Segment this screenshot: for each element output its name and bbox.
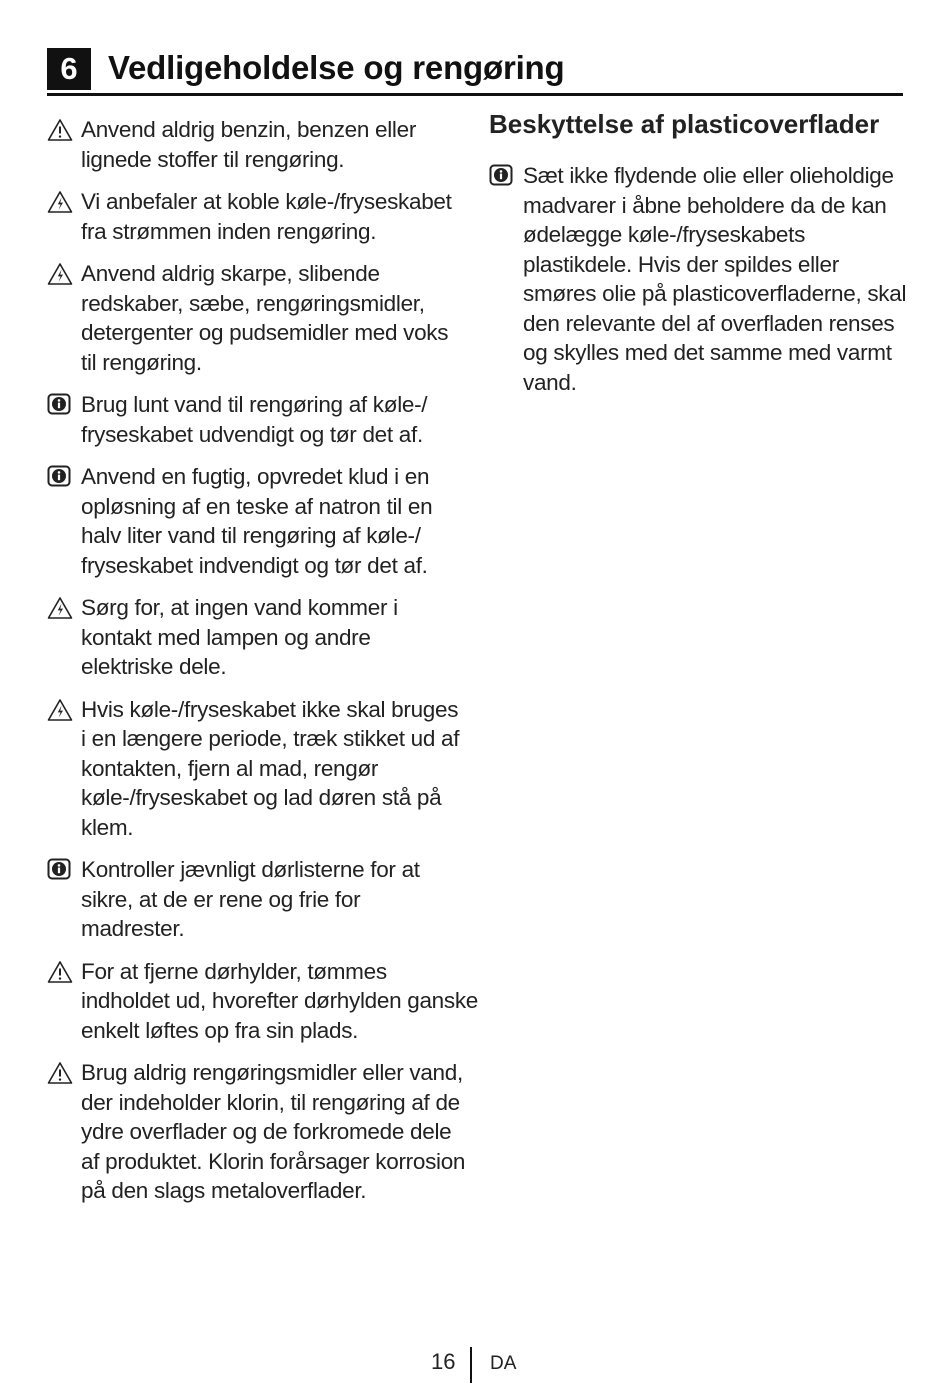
section-number: 6	[47, 48, 91, 90]
warning-icon	[47, 960, 73, 984]
list-item	[489, 161, 909, 397]
section-header	[47, 47, 903, 96]
list-item	[47, 855, 441, 944]
list-item	[47, 390, 467, 449]
list-item	[47, 259, 467, 377]
left-column	[47, 115, 479, 1219]
warning-icon	[47, 118, 73, 142]
electric-warning-icon	[47, 596, 73, 620]
list-item	[47, 115, 467, 174]
electric-warning-icon	[47, 262, 73, 286]
item-text: Sørg for, at ingen vand kommer i kontakt med lampen og andre elektriske dele.	[81, 595, 398, 679]
item-text: Kontroller jævnligt dørlisterne for at sikre, at de er rene og frie for madrester.	[81, 857, 420, 941]
section-title: Vedligeholdelse og rengøring	[108, 49, 565, 86]
electric-warning-icon	[47, 698, 73, 722]
language-code: DA	[490, 1353, 517, 1374]
list-item	[47, 593, 411, 682]
list-item	[47, 695, 467, 843]
info-icon	[47, 858, 73, 882]
page-footer	[0, 1345, 950, 1385]
list-item	[47, 1058, 467, 1206]
footer-divider	[470, 1347, 472, 1383]
item-text: Anvend aldrig benzin, benzen eller lignede stoffer til rengøring.	[81, 117, 417, 172]
item-text: Sæt ikke flydende olie eller olieholdige madvarer i åbne beholdere da de kan ødelægge køle-/fryseskabets plastikdele. Hvis der spildes eller smøres olie på plasticoverfladerne, skal den relevante del af overfladen renses og skylles med det samme med varmt vand.	[523, 163, 907, 395]
subsection-title: Beskyttelse af plasticoverflader	[489, 109, 880, 139]
page-number: 16	[431, 1349, 456, 1374]
electric-warning-icon	[47, 190, 73, 214]
item-text: Vi anbefaler at koble køle-/fryseskabet fra strømmen inden rengøring.	[81, 189, 452, 244]
item-text: For at fjerne dørhylder, tømmes indholdet ud, hvorefter dørhylden ganske enkelt løftes op fra sin plads.	[81, 958, 479, 1043]
info-icon	[47, 393, 73, 417]
info-icon	[489, 164, 515, 188]
list-item	[47, 462, 467, 580]
item-text: Hvis køle-/fryseskabet ikke skal bruges i en længere periode, træk stikket ud af kontakten, fjern al mad, rengør køle-/fryseskabet og lad døren stå på klem.	[81, 696, 460, 840]
item-text: Brug lunt vand til rengøring af køle-/ fryseskabet udvendigt og tør det af.	[81, 392, 428, 447]
list-item	[47, 187, 467, 246]
item-text: Anvend en fugtig, opvredet klud i en opløsning af en teske af natron til en halv liter vand til rengøring af køle-/ fryseskabet indvendigt og tør det af.	[81, 464, 433, 578]
item-text: Anvend aldrig skarpe, slibende redskaber, sæbe, rengøringsmidler, detergenter og pudsemidler med voks til rengøring.	[81, 261, 449, 375]
info-icon	[47, 465, 73, 489]
list-item	[47, 957, 481, 1046]
right-column	[489, 110, 909, 410]
warning-icon	[47, 1061, 73, 1085]
item-text: Brug aldrig rengøringsmidler eller vand, der indeholder klorin, til rengøring af de ydre overflader og de forkromede dele af produktet. Klorin forårsager korrosion på den slags metaloverflader.	[81, 1060, 466, 1203]
